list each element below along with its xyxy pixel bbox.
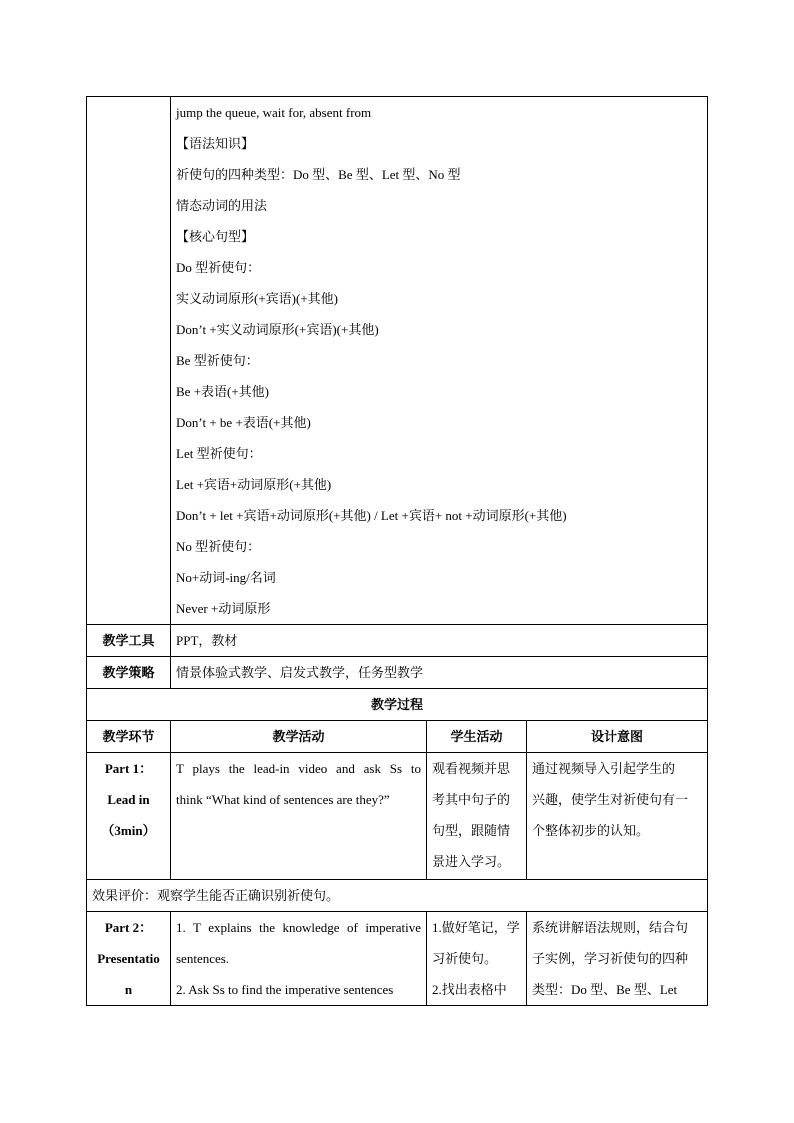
let-type-pattern-2: Don’t + let +宾语+动词原形(+其他) / Let +宾语+ not +动词原形(+其他) bbox=[176, 508, 567, 523]
part2-activity-line: 1. T explains the knowledge of imperative bbox=[176, 920, 421, 935]
part1-stage-cell bbox=[87, 753, 171, 880]
no-type-pattern-2: Never +动词原形 bbox=[176, 601, 271, 616]
core-sentences-heading: 【核心句型】 bbox=[176, 229, 255, 244]
lesson-plan-table bbox=[86, 96, 708, 1006]
part2-student-line: 2.找出表格中 bbox=[432, 982, 507, 997]
part1-student-line: 句型，跟随情 bbox=[432, 823, 511, 838]
part2-stage-cell bbox=[87, 912, 171, 1006]
grammar-knowledge-heading: 【语法知识】 bbox=[176, 136, 255, 151]
no-type-pattern-1: No+动词-ing/名词 bbox=[176, 570, 276, 585]
part1-intent-line: 通过视频导入引起学生的 bbox=[532, 761, 676, 776]
part2-row bbox=[87, 912, 708, 1006]
do-type-pattern-2: Don’t +实义动词原形(+宾语)(+其他) bbox=[176, 322, 379, 337]
part2-stage-line: Part 2： bbox=[104, 920, 153, 935]
part2-activity-line: sentences. bbox=[176, 951, 230, 966]
be-type-pattern-2: Don’t + be +表语(+其他) bbox=[176, 415, 311, 430]
part2-intent-line: 子实例，学习祈使句的四种 bbox=[532, 951, 689, 966]
part1-intent-line: 个整体初步的认知。 bbox=[532, 823, 650, 838]
part2-student-line: 习祈使句。 bbox=[432, 951, 498, 966]
let-type-heading: Let 型祈使句： bbox=[176, 446, 262, 461]
part1-intent-cell bbox=[527, 753, 708, 880]
part1-activity-line: T plays the lead-in video and ask Ss to bbox=[176, 761, 421, 776]
part1-activity-cell bbox=[171, 753, 427, 880]
part1-student-line: 观看视频并思 bbox=[432, 761, 511, 776]
let-type-pattern-1: Let +宾语+动词原形(+其他) bbox=[176, 477, 332, 492]
part2-activity-line: 2. Ask Ss to find the imperative sentences bbox=[176, 982, 394, 997]
no-type-heading: No 型祈使句： bbox=[176, 539, 261, 554]
imperative-types-line: 祈使句的四种类型：Do 型、Be 型、Let 型、No 型 bbox=[176, 167, 461, 182]
lesson-plan-page bbox=[86, 96, 707, 1006]
part1-stage-line: Part 1： bbox=[104, 761, 153, 776]
modal-verbs-line: 情态动词的用法 bbox=[176, 198, 268, 213]
part1-stage-line: （3min） bbox=[101, 823, 156, 838]
part1-intent-line: 兴趣，使学生对祈使句有一 bbox=[532, 792, 689, 807]
do-type-heading: Do 型祈使句： bbox=[176, 260, 261, 275]
phrase-line: jump the queue, wait for, absent from bbox=[176, 105, 372, 120]
grammar-content-cell bbox=[171, 97, 708, 625]
header-teacher-activity: 教学活动 bbox=[171, 721, 427, 753]
header-student-activity: 学生活动 bbox=[427, 721, 527, 753]
header-stage: 教学环节 bbox=[87, 721, 171, 753]
do-type-pattern-1: 实义动词原形(+宾语)(+其他) bbox=[176, 291, 338, 306]
part2-intent-line: 系统讲解语法规则，结合句 bbox=[532, 920, 689, 935]
strategy-label: 教学策略 bbox=[87, 657, 171, 689]
be-type-heading: Be 型祈使句： bbox=[176, 353, 259, 368]
part1-row bbox=[87, 753, 708, 880]
header-design-intent: 设计意图 bbox=[527, 721, 708, 753]
part2-student-line: 1.做好笔记，学 bbox=[432, 920, 520, 935]
part1-stage-line: Lead in bbox=[107, 792, 150, 807]
part2-stage-line: Presentatio bbox=[97, 951, 160, 966]
tools-value: PPT，教材 bbox=[171, 625, 708, 657]
top-left-label-cell bbox=[87, 97, 171, 625]
evaluation-row: 效果评价：观察学生能否正确识别祈使句。 bbox=[87, 880, 708, 912]
part2-intent-line: 类型：Do 型、Be 型、Let bbox=[532, 982, 678, 997]
part1-student-line: 考其中句子的 bbox=[432, 792, 511, 807]
part2-stage-line: n bbox=[124, 982, 133, 997]
part2-student-cell bbox=[427, 912, 527, 1006]
process-title: 教学过程 bbox=[87, 689, 708, 721]
part1-student-line: 景进入学习。 bbox=[432, 854, 511, 869]
be-type-pattern-1: Be +表语(+其他) bbox=[176, 384, 270, 399]
tools-label: 教学工具 bbox=[87, 625, 171, 657]
part2-activity-cell bbox=[171, 912, 427, 1006]
strategy-value: 情景体验式教学、启发式教学，任务型教学 bbox=[171, 657, 708, 689]
part1-student-cell bbox=[427, 753, 527, 880]
part1-activity-line: think “What kind of sentences are they?” bbox=[176, 792, 390, 807]
part2-intent-cell bbox=[527, 912, 708, 1006]
